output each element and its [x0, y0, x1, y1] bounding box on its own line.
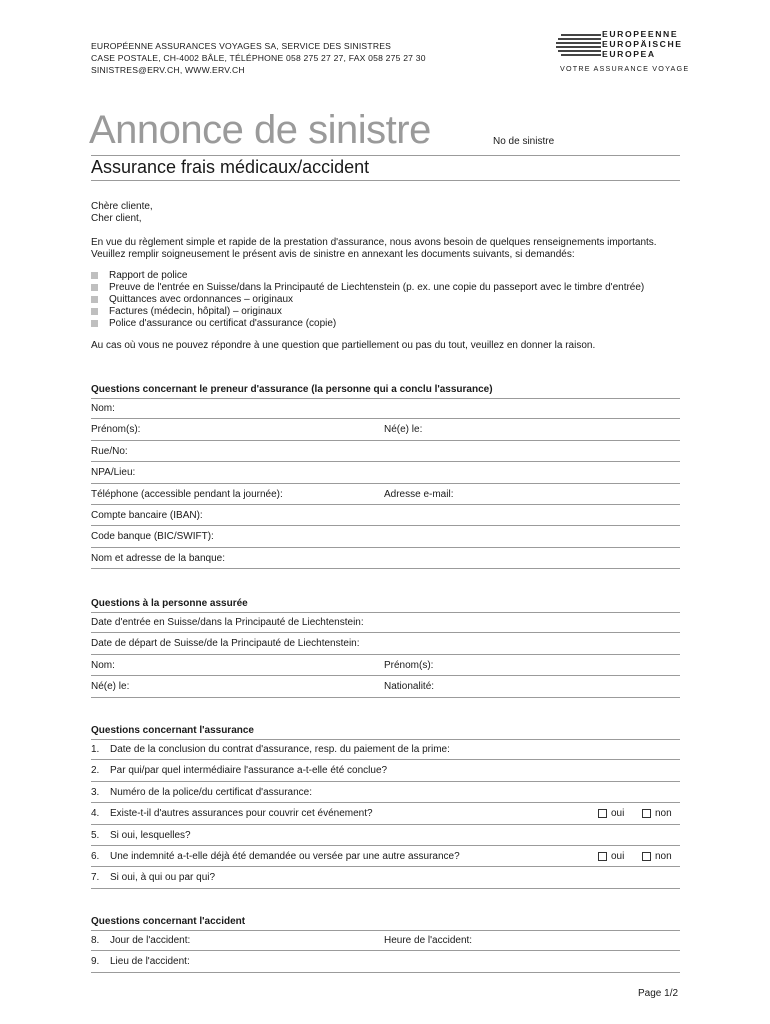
greeting-line-2: Cher client, — [91, 213, 142, 225]
logo-line-1: EUROPEENNE — [602, 29, 679, 39]
field-prenoms[interactable]: Prénom(s): Né(e) le: — [91, 419, 680, 440]
section-title-insured: Questions à la personne assurée — [91, 598, 248, 609]
address-line-1: EUROPÉENNE ASSURANCES VOYAGES SA, SERVICE DES SINISTRES — [91, 41, 392, 51]
claim-number-label: No de sinistre — [493, 136, 555, 147]
list-item: Quittances avec ordonnances – originaux — [91, 293, 644, 305]
question-row: 4. Existe-t-il d'autres assurances pour couvrir cet événement? oui non — [91, 803, 680, 824]
field-insured-birth[interactable]: Né(e) le: Nationalité: — [91, 676, 680, 697]
greeting-line-1: Chère cliente, — [91, 201, 153, 212]
question-row: 6. Une indemnité a-t-elle déjà été demandée ou versée par une autre assurance? oui non — [91, 846, 680, 867]
document-list — [91, 269, 644, 330]
section-title-accident: Questions concernant l'accident — [91, 916, 246, 927]
question-row[interactable]: 5. Si oui, lesquelles? — [91, 825, 680, 846]
checkbox-icon[interactable] — [642, 852, 651, 861]
bullet-square-icon — [91, 284, 98, 291]
insurer-address — [91, 40, 426, 76]
address-line-2: CASE POSTALE, CH-4002 BÂLE, TÉLÉPHONE 058 275 27 27, FAX 058 275 27 30 — [91, 53, 426, 63]
checkbox-icon[interactable] — [598, 852, 607, 861]
section-title-policyholder: Questions concernant le preneur d'assurance (la personne qui a conclu l'assurance) — [91, 384, 493, 395]
field-iban[interactable]: Compte bancaire (IBAN): — [91, 505, 680, 526]
list-item: Factures (médecin, hôpital) – originaux — [91, 306, 644, 318]
list-item: Rapport de police — [91, 269, 644, 281]
field-rue[interactable]: Rue/No: — [91, 441, 680, 462]
divider — [91, 155, 680, 156]
field-date-entree[interactable]: Date d'entrée en Suisse/dans la Principauté de Liechtenstein: — [91, 612, 680, 633]
field-bic[interactable]: Code banque (BIC/SWIFT): — [91, 526, 680, 547]
checkbox-non[interactable]: non — [642, 808, 672, 819]
intro-note: Au cas où vous ne pouvez répondre à une question que partiellement ou pas du tout, veuillez en donner la raison. — [91, 340, 596, 351]
logo-line-3: EUROPEA — [602, 49, 656, 59]
list-item: Police d'assurance ou certificat d'assurance (copie) — [91, 318, 644, 330]
logo-line-2: EUROPÄISCHE — [602, 39, 683, 49]
bullet-square-icon — [91, 272, 98, 279]
field-nom[interactable]: Nom: — [91, 398, 680, 419]
greeting — [91, 201, 153, 226]
bullet-square-icon — [91, 308, 98, 315]
question-row[interactable]: 2. Par qui/par quel intermédiaire l'assurance a-t-elle été conclue? — [91, 760, 680, 781]
divider — [91, 180, 680, 181]
field-banque[interactable]: Nom et adresse de la banque: — [91, 548, 680, 569]
question-row[interactable]: 3. Numéro de la police/du certificat d'assurance: — [91, 782, 680, 803]
checkbox-icon[interactable] — [642, 809, 651, 818]
address-line-3: SINISTRES@ERV.CH, WWW.ERV.CH — [91, 65, 245, 75]
list-item: Preuve de l'entrée en Suisse/dans la Principauté de Liechtenstein (p. ex. une copie du passeport avec le timbre d'entrée) — [91, 281, 644, 293]
intro-paragraph: En vue du règlement simple et rapide de la prestation d'assurance, nous avons besoin de quelques renseignements importants. Veuillez remplir soigneusement le présent avis de sinistre en annexant les documents suivants, si demandés: — [91, 237, 657, 261]
bullet-square-icon — [91, 320, 98, 327]
page-subtitle: Assurance frais médicaux/accident — [91, 157, 370, 177]
logo-tagline: VOTRE ASSURANCE VOYAGE — [560, 64, 690, 73]
question-row[interactable]: 8. Jour de l'accident: Heure de l'accident: — [91, 930, 680, 951]
field-telephone[interactable]: Téléphone (accessible pendant la journée): Adresse e-mail: — [91, 484, 680, 505]
field-insured-nom[interactable]: Nom: Prénom(s): — [91, 655, 680, 676]
company-logo-text — [602, 29, 683, 59]
checkbox-icon[interactable] — [598, 809, 607, 818]
bullet-square-icon — [91, 296, 98, 303]
question-row[interactable]: 9. Lieu de l'accident: — [91, 951, 680, 972]
checkbox-oui[interactable]: oui — [598, 851, 624, 862]
question-row[interactable]: 7. Si oui, à qui ou par qui? — [91, 867, 680, 888]
field-date-depart[interactable]: Date de départ de Suisse/de la Principauté de Liechtenstein: — [91, 633, 680, 654]
page-title: Annonce de sinistre — [89, 108, 431, 152]
field-npa[interactable]: NPA/Lieu: — [91, 462, 680, 483]
section-title-insurance: Questions concernant l'assurance — [91, 725, 254, 736]
checkbox-non[interactable]: non — [642, 851, 672, 862]
page-number: Page 1/2 — [638, 988, 679, 999]
checkbox-oui[interactable]: oui — [598, 808, 624, 819]
question-row[interactable]: 1. Date de la conclusion du contrat d'assurance, resp. du paiement de la prime: — [91, 739, 680, 760]
